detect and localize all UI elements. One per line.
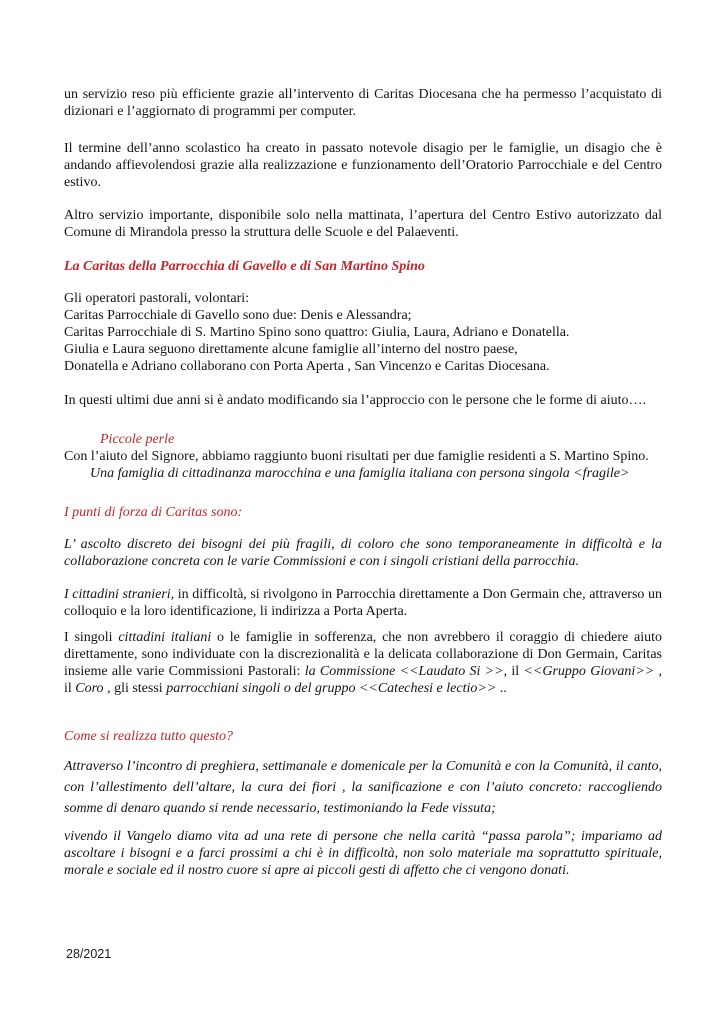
italiani-run-9: parrocchiani singoli o del gruppo <<Catechesi e lectio>> (166, 681, 497, 696)
paragraph-aiuto-signore: Con l’aiuto del Signore, abbiamo raggiunto buoni risultati per due famiglie residenti a S. Martino Spino. (64, 449, 649, 464)
italiani-run-5: <<Gruppo Giovani>> (523, 664, 655, 679)
italiani-run-2: o le famiglie in sofferenza, che non avrebbero il coraggio di chiedere aiuto direttamente, sono individuate con la discrezionalità e la delicata collaborazione di Don Germain, Caritas insieme alle varie Commissioni Pastorali: (64, 630, 662, 679)
italiani-run-4: , il (503, 664, 524, 679)
italiani-run-7: Coro (75, 681, 104, 696)
paragraph-centro-estivo: Altro servizio importante, disponibile solo nella mattinata, l’apertura del Centro Estivo autorizzato dal Comune di Mirandola presso la struttura delle Scuole e del Palaeventi. (64, 208, 662, 240)
paragraph-attraverso-incontro: Attraverso l’incontro di preghiera, settimanale e domenicale per la Comunità e con la Comunità, il canto, con l’allestimento dell’altare, la cura dei fiori , la sanificazione e con l’aiuto concreto: raccogliendo somme di denaro quando si rende necessario, testimoniando la Fede vissuta; (64, 759, 662, 816)
cittadini-stranieri-roman-run: in difficoltà, si rivolgono in Parrocchia direttamente a Don Germain che, attraverso un colloquio e la loro identificazione, li indirizza a Porta Aperta. (64, 587, 662, 619)
operatori-intro-line: Gli operatori pastorali, volontari: (64, 291, 250, 306)
operatori-smartino-line: Caritas Parrocchiale di S. Martino Spino sono quattro: Giulia, Laura, Adriano e Donatella. (64, 325, 570, 340)
operatori-giulia-laura-line: Giulia e Laura seguono direttamente alcune famiglie all’interno del nostro paese, (64, 342, 518, 357)
operatori-pastorali-block (64, 290, 662, 375)
paragraph-due-anni: In questi ultimi due anni si è andato modificando sia l’approccio con le persone che le forme di aiuto…. (64, 393, 646, 408)
italiani-run-0: I singoli (64, 630, 119, 645)
heading-piccole-perle: Piccole perle (100, 432, 175, 447)
paragraph-famiglia-marocchina: Una famiglia di cittadinanza marocchina e una famiglia italiana con persona singola <fragile> (90, 466, 630, 481)
heading-caritas-parrocchia: La Caritas della Parrocchia di Gavello e di San Martino Spino (64, 259, 425, 274)
paragraph-cittadini-stranieri (64, 586, 662, 620)
heading-punti-di-forza: I punti di forza di Caritas sono: (64, 505, 243, 520)
paragraph-cittadini-italiani (64, 629, 662, 697)
paragraph-servizio-efficiente: un servizio reso più efficiente grazie all’intervento di Caritas Diocesana che ha permesso l’acquistato di dizionari e l’aggiornato di programmi per computer. (64, 87, 662, 119)
italiani-run-6: , il (64, 664, 663, 696)
paragraph-anno-scolastico: Il termine dell’anno scolastico ha creato in passato notevole disagio per le famiglie, un disagio che è andando affievolendosi grazie alla realizzazione e funzionamento dell’Oratorio Parrocchiale e del Centro estivo. (64, 141, 662, 190)
footer-page-number: 28/2021 (66, 947, 112, 961)
operatori-donatella-adriano-line: Donatella e Adriano collaborano con Porta Aperta , San Vincenzo e Caritas Diocesana. (64, 359, 550, 374)
italiani-run-10: .. (496, 681, 507, 696)
italiani-run-8: , gli stessi (103, 681, 167, 696)
paragraph-vivendo-vangelo: vivendo il Vangelo diamo vita ad una rete di persone che nella carità “passa parola”; impariamo ad ascoltare i bisogni e a farci prossimi a chi è in difficoltà, non solo materiale ma soprattutto spirituale, morale e sociale ed il nostro cuore si apre ai piccoli gesti di affetto che ci vengono donati. (64, 829, 662, 878)
italiani-run-1: cittadini italiani (118, 630, 212, 645)
cittadini-stranieri-italic-run: I cittadini stranieri, (64, 587, 175, 602)
operatori-gavello-line: Caritas Parrocchiale di Gavello sono due: Denis e Alessandra; (64, 308, 412, 323)
italiani-run-3: la Commissione <<Laudato Si >> (304, 664, 504, 679)
heading-come-si-realizza: Come si realizza tutto questo? (64, 729, 234, 744)
paragraph-ascolto-discreto: L’ ascolto discreto dei bisogni dei più fragili, di coloro che sono temporaneamente in difficoltà e la collaborazione concreta con le varie Commissioni e con i singoli cristiani della parrocchia. (64, 537, 662, 569)
